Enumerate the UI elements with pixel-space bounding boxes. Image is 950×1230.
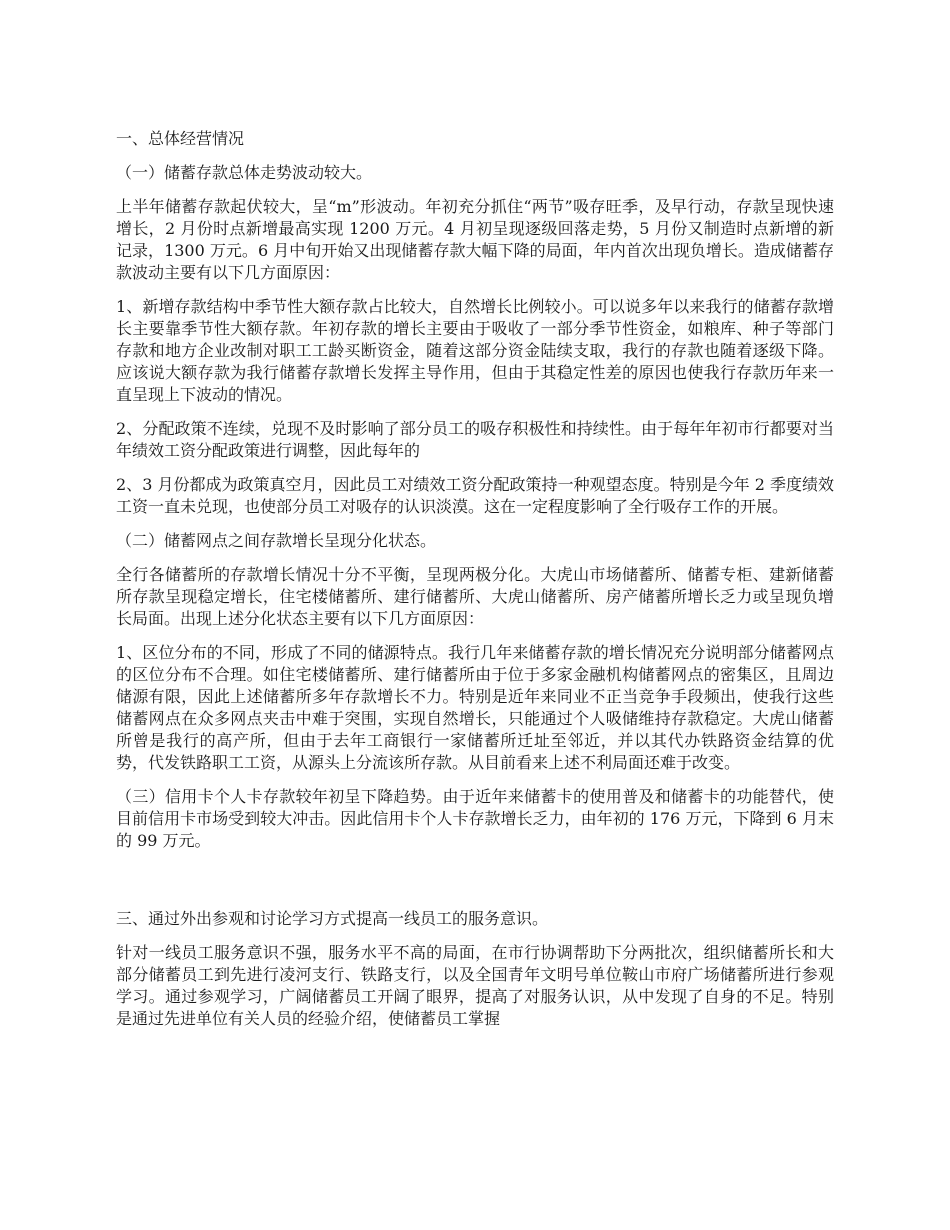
subheading-branch-divergence: （二）储蓄网点之间存款增长呈现分化状态。: [116, 531, 437, 550]
section-heading-overall: 一、总体经营情况: [116, 129, 245, 148]
paragraph-policy-vacuum: 2、3 月份都成为政策真空月，因此员工对绩效工资分配政策持一种观望态度。特别是今年 2 季度绩效工资一直未兑现，也使部分员工对吸存的认识淡漠。这在一定程度影响了全行吸存工作的开展。: [116, 475, 834, 516]
section-heading-service: 三、通过外出参观和讨论学习方式提高一线员工的服务意识。: [116, 909, 549, 928]
paragraph-deposit-fluctuation: 上半年储蓄存款起伏较大，呈“m”形波动。年初充分抓住“两节”吸存旺季，及早行动，存款呈现快速增长，2 月份时点新增最高实现 1200 万元。4 月初呈现逐级回落走势，5 月份又制造时点新增的新记录，1300 万元。6 月中旬开始又出现储蓄存款大幅下降的局面，年内首次出现负增长。造成储蓄存款波动主要有以下几方面原因：: [116, 197, 834, 282]
paragraph-branch-imbalance: 全行各储蓄所的存款增长情况十分不平衡，呈现两极分化。大虎山市场储蓄所、储蓄专柜、建新储蓄所存款呈现稳定增长，住宅楼储蓄所、建行储蓄所、大虎山储蓄所、房产储蓄所增长乏力或呈现负增长局面。出现上述分化状态主要有以下几方面原因：: [116, 565, 834, 628]
document-page: [116, 128, 834, 1042]
paragraph-location-reason: 1、区位分布的不同，形成了不同的储源特点。我行几年来储蓄存款的增长情况充分说明部分储蓄网点的区位分布不合理。如住宅楼储蓄所、建行储蓄所由于位于多家金融机构储蓄网点的密集区，且周边储源有限，因此上述储蓄所多年存款增长不力。特别是近年来同业不正当竞争手段频出，使我行这些储蓄网点在众多网点夹击中难于突围，实现自然增长，只能通过个人吸储维持存款稳定。大虎山储蓄所曾是我行的高产所，但由于去年工商银行一家储蓄所迁址至邻近，并以其代办铁路资金结算的优势，代发铁路职工工资，从源头上分流该所存款。从目前看来上述不利局面还难于改变。: [116, 643, 834, 772]
paragraph-credit-card: （三）信用卡个人卡存款较年初呈下降趋势。由于近年来储蓄卡的使用普及和储蓄卡的功能替代，使目前信用卡市场受到较大冲击。因此信用卡个人卡存款增长乏力，由年初的 176 万元，下降到 6 月末的 99 万元。: [116, 787, 834, 850]
section-gap: [116, 864, 834, 908]
paragraph-reason-seasonal: 1、新增存款结构中季节性大额存款占比较大，自然增长比例较小。可以说多年以来我行的储蓄存款增长主要靠季节性大额存款。年初存款的增长主要由于吸收了一部分季节性资金，如粮库、种子等部门存款和地方企业改制对职工工龄买断资金，随着这部分资金陆续支取，我行的存款也随着逐级下降。应该说大额存款为我行储蓄存款增长发挥主导作用，但由于其稳定性差的原因也使我行存款历年来一直呈现上下波动的情况。: [116, 297, 834, 404]
subheading-deposit-trend: （一）储蓄存款总体走势波动较大。: [116, 163, 373, 182]
paragraph-reason-policy: 2、分配政策不连续，兑现不及时影响了部分员工的吸存积极性和持续性。由于每年年初市行都要对当年绩效工资分配政策进行调整，因此每年的: [116, 419, 834, 460]
paragraph-service-training: 针对一线员工服务意识不强，服务水平不高的局面，在市行协调帮助下分两批次，组织储蓄所长和大部分储蓄员工到先进行凌河支行、铁路支行，以及全国青年文明号单位鞍山市府广场储蓄所进行参观学习。通过参观学习，广阔储蓄员工开阔了眼界，提高了对服务认识，从中发现了自身的不足。特别是通过先进单位有关人员的经验介绍，使储蓄员工掌握: [116, 943, 834, 1028]
